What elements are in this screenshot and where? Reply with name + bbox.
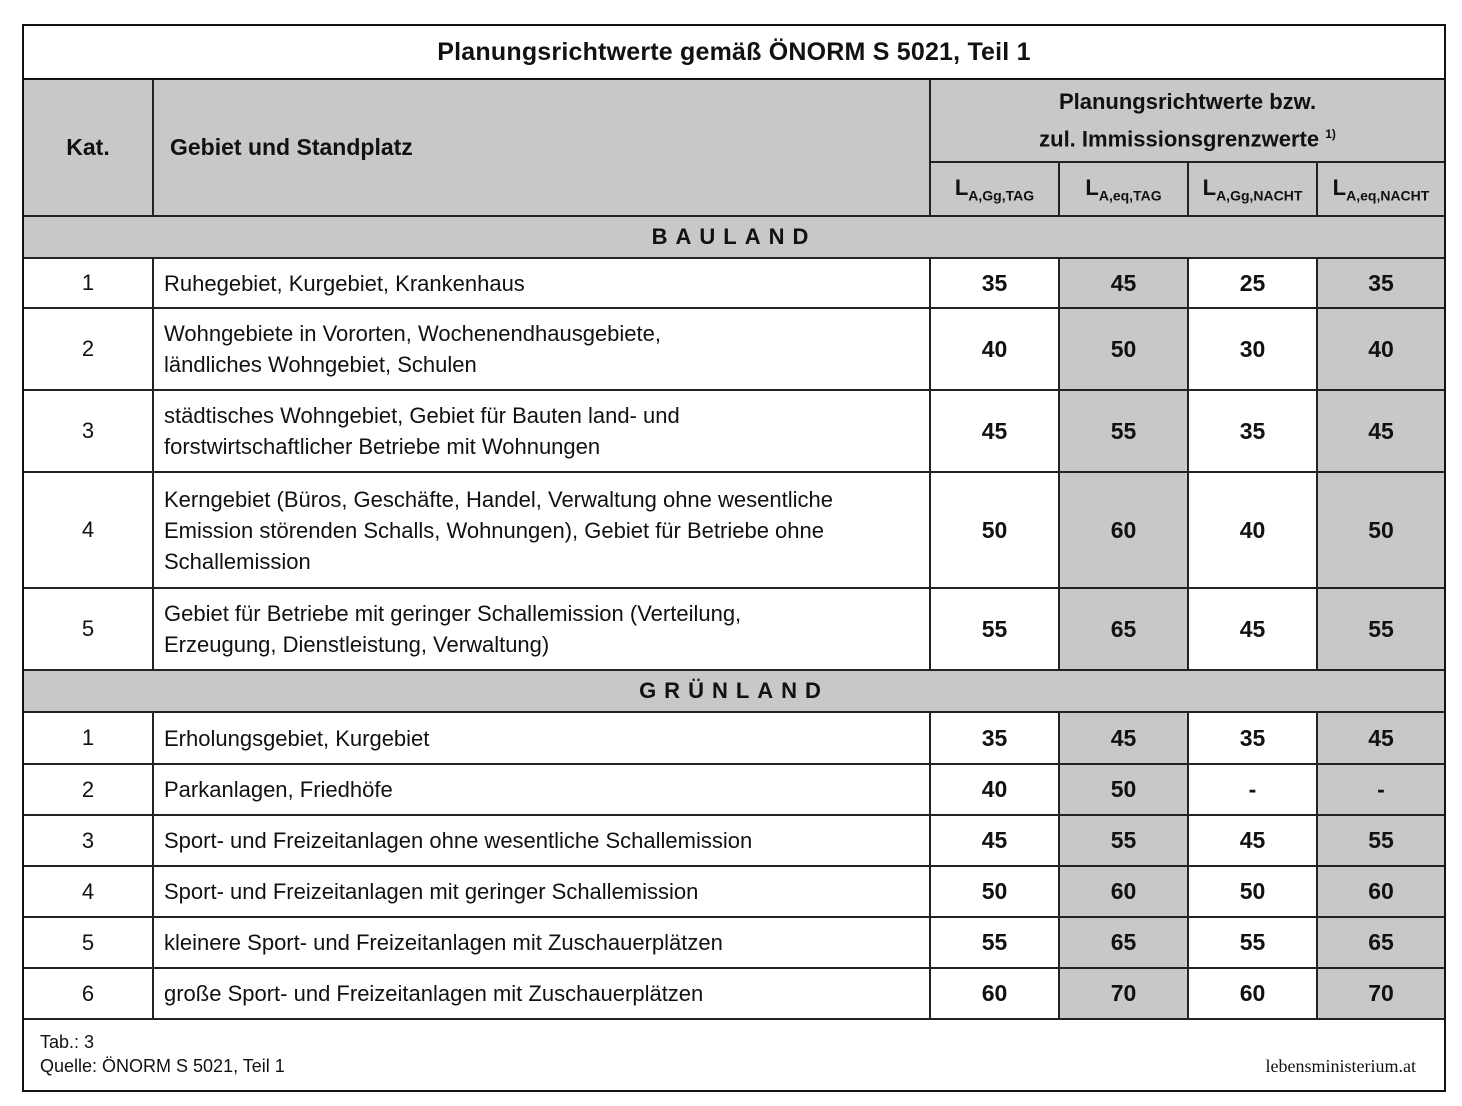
row-kat: 1	[24, 712, 153, 764]
description-line: Emission störenden Schalls, Wohnungen), Gebiet für Betriebe ohne	[164, 517, 824, 543]
header-planungsrichtwerte	[930, 80, 1444, 162]
row-value-col-2: 50	[1059, 308, 1188, 390]
row-value-col-4: 40	[1317, 308, 1444, 390]
row-value-col-1: 55	[930, 588, 1059, 670]
header-plan-footnote: 1)	[1325, 126, 1336, 141]
section-heading: BAULAND	[24, 216, 1444, 258]
header-col-main: L	[1332, 174, 1347, 200]
header-col-main: L	[954, 174, 969, 200]
row-value-col-1: 35	[930, 712, 1059, 764]
publisher-logo: lebensministerium.at	[1265, 1056, 1416, 1076]
row-description	[153, 258, 930, 308]
description-line: Gebiet für Betriebe mit geringer Schallemission (Verteilung,	[164, 601, 742, 626]
table-row	[24, 588, 1444, 670]
row-kat: 2	[24, 308, 153, 390]
description-line: große Sport- und Freizeitanlagen mit Zuschauerplätzen	[164, 981, 704, 1006]
row-description	[153, 866, 930, 917]
header-col-sub: A,eq,TAG	[1098, 187, 1162, 204]
row-value-col-2: 45	[1059, 258, 1188, 308]
header-gebiet: Gebiet und Standplatz	[153, 80, 930, 216]
row-description	[153, 588, 930, 670]
document-frame	[22, 24, 1446, 1092]
row-kat: 6	[24, 968, 153, 1019]
header-col-2	[1059, 162, 1188, 216]
description-line: Erholungsgebiet, Kurgebiet	[164, 725, 430, 751]
row-kat: 3	[24, 815, 153, 866]
row-kat: 5	[24, 588, 153, 670]
row-value-col-3: 55	[1188, 917, 1317, 968]
row-value-col-1: 40	[930, 308, 1059, 390]
row-value-col-2: 60	[1059, 866, 1188, 917]
header-kat: Kat.	[24, 80, 153, 216]
row-value-col-3: 60	[1188, 968, 1317, 1019]
header-col-sub: A,Gg,TAG	[968, 187, 1035, 204]
row-value-col-3: 45	[1188, 815, 1317, 866]
table-row	[24, 308, 1444, 390]
description-line: Parkanlagen, Friedhöfe	[164, 777, 393, 802]
description-line: Sport- und Freizeitanlagen mit geringer Schallemission	[164, 879, 699, 904]
row-value-col-1: 60	[930, 968, 1059, 1019]
header-col-1	[930, 162, 1059, 216]
row-value-col-4: -	[1317, 764, 1444, 815]
header-col-3	[1188, 162, 1317, 216]
row-value-col-4: 70	[1317, 968, 1444, 1019]
description-line: ländliches Wohngebiet, Schulen	[164, 352, 477, 377]
row-value-col-4: 60	[1317, 866, 1444, 917]
row-kat: 5	[24, 917, 153, 968]
table-row	[24, 712, 1444, 764]
header-col-main: L	[1202, 174, 1217, 200]
row-value-col-2: 70	[1059, 968, 1188, 1019]
table-row	[24, 866, 1444, 917]
row-kat: 3	[24, 390, 153, 472]
row-value-col-2: 45	[1059, 712, 1188, 764]
row-value-col-3: 45	[1188, 588, 1317, 670]
source-note: Quelle: ÖNORM S 5021, Teil 1	[40, 1056, 285, 1076]
description-line: Schallemission	[164, 548, 311, 574]
row-description	[153, 815, 930, 866]
row-kat: 4	[24, 472, 153, 588]
table-row	[24, 472, 1444, 588]
table-row	[24, 764, 1444, 815]
row-value-col-3: 50	[1188, 866, 1317, 917]
row-value-col-4: 55	[1317, 815, 1444, 866]
table-title: Planungsrichtwerte gemäß ÖNORM S 5021, Teil 1	[24, 26, 1444, 80]
row-value-col-2: 60	[1059, 472, 1188, 588]
row-description	[153, 917, 930, 968]
header-plan-line2-text: zul. Immissionsgrenzwerte	[1039, 126, 1320, 152]
row-value-col-2: 50	[1059, 764, 1188, 815]
row-value-col-1: 40	[930, 764, 1059, 815]
row-description	[153, 712, 930, 764]
header-plan-line2	[931, 118, 1444, 155]
row-value-col-1: 50	[930, 866, 1059, 917]
row-description	[153, 968, 930, 1019]
section-heading: GRÜNLAND	[24, 670, 1444, 712]
table-row	[24, 917, 1444, 968]
description-line: städtisches Wohngebiet, Gebiet für Bauten land- und	[164, 403, 680, 428]
row-description	[153, 764, 930, 815]
row-value-col-3: 25	[1188, 258, 1317, 308]
row-value-col-1: 50	[930, 472, 1059, 588]
table-row	[24, 968, 1444, 1019]
row-value-col-1: 35	[930, 258, 1059, 308]
row-kat: 4	[24, 866, 153, 917]
row-value-col-2: 65	[1059, 917, 1188, 968]
table-row	[24, 815, 1444, 866]
header-col-sub: A,eq,NACHT	[1346, 187, 1430, 204]
row-value-col-1: 55	[930, 917, 1059, 968]
noise-limits-table	[24, 80, 1444, 1020]
description-line: kleinere Sport- und Freizeitanlagen mit Zuschauerplätzen	[164, 930, 723, 955]
row-value-col-4: 45	[1317, 712, 1444, 764]
row-value-col-3: 30	[1188, 308, 1317, 390]
row-value-col-4: 50	[1317, 472, 1444, 588]
row-value-col-4: 55	[1317, 588, 1444, 670]
row-description	[153, 390, 930, 472]
row-value-col-3: -	[1188, 764, 1317, 815]
header-col-main: L	[1085, 174, 1099, 200]
row-value-col-3: 40	[1188, 472, 1317, 588]
row-value-col-1: 45	[930, 390, 1059, 472]
description-line: forstwirtschaftlicher Betriebe mit Wohnungen	[164, 434, 601, 459]
row-value-col-4: 35	[1317, 258, 1444, 308]
description-line: Erzeugung, Dienstleistung, Verwaltung)	[164, 632, 550, 657]
row-value-col-2: 55	[1059, 815, 1188, 866]
description-line: Sport- und Freizeitanlagen ohne wesentliche Schallemission	[164, 828, 753, 853]
header-col-sub: A,Gg,NACHT	[1216, 187, 1303, 204]
row-value-col-2: 55	[1059, 390, 1188, 472]
row-kat: 2	[24, 764, 153, 815]
row-value-col-3: 35	[1188, 390, 1317, 472]
row-description	[153, 472, 930, 588]
description-line: Wohngebiete in Vororten, Wochenendhausgebiete,	[164, 321, 661, 346]
row-value-col-3: 35	[1188, 712, 1317, 764]
row-value-col-2: 65	[1059, 588, 1188, 670]
description-line: Ruhegebiet, Kurgebiet, Krankenhaus	[164, 270, 525, 296]
table-row	[24, 258, 1444, 308]
table-footer	[24, 1022, 1444, 1090]
header-col-4	[1317, 162, 1444, 216]
row-value-col-4: 65	[1317, 917, 1444, 968]
description-line: Kerngebiet (Büros, Geschäfte, Handel, Verwaltung ohne wesentliche	[164, 486, 833, 512]
table-number: Tab.: 3	[40, 1032, 95, 1052]
row-description	[153, 308, 930, 390]
row-kat: 1	[24, 258, 153, 308]
row-value-col-4: 45	[1317, 390, 1444, 472]
row-value-col-1: 45	[930, 815, 1059, 866]
header-plan-line1: Planungsrichtwerte bzw.	[1058, 88, 1317, 114]
table-row	[24, 390, 1444, 472]
